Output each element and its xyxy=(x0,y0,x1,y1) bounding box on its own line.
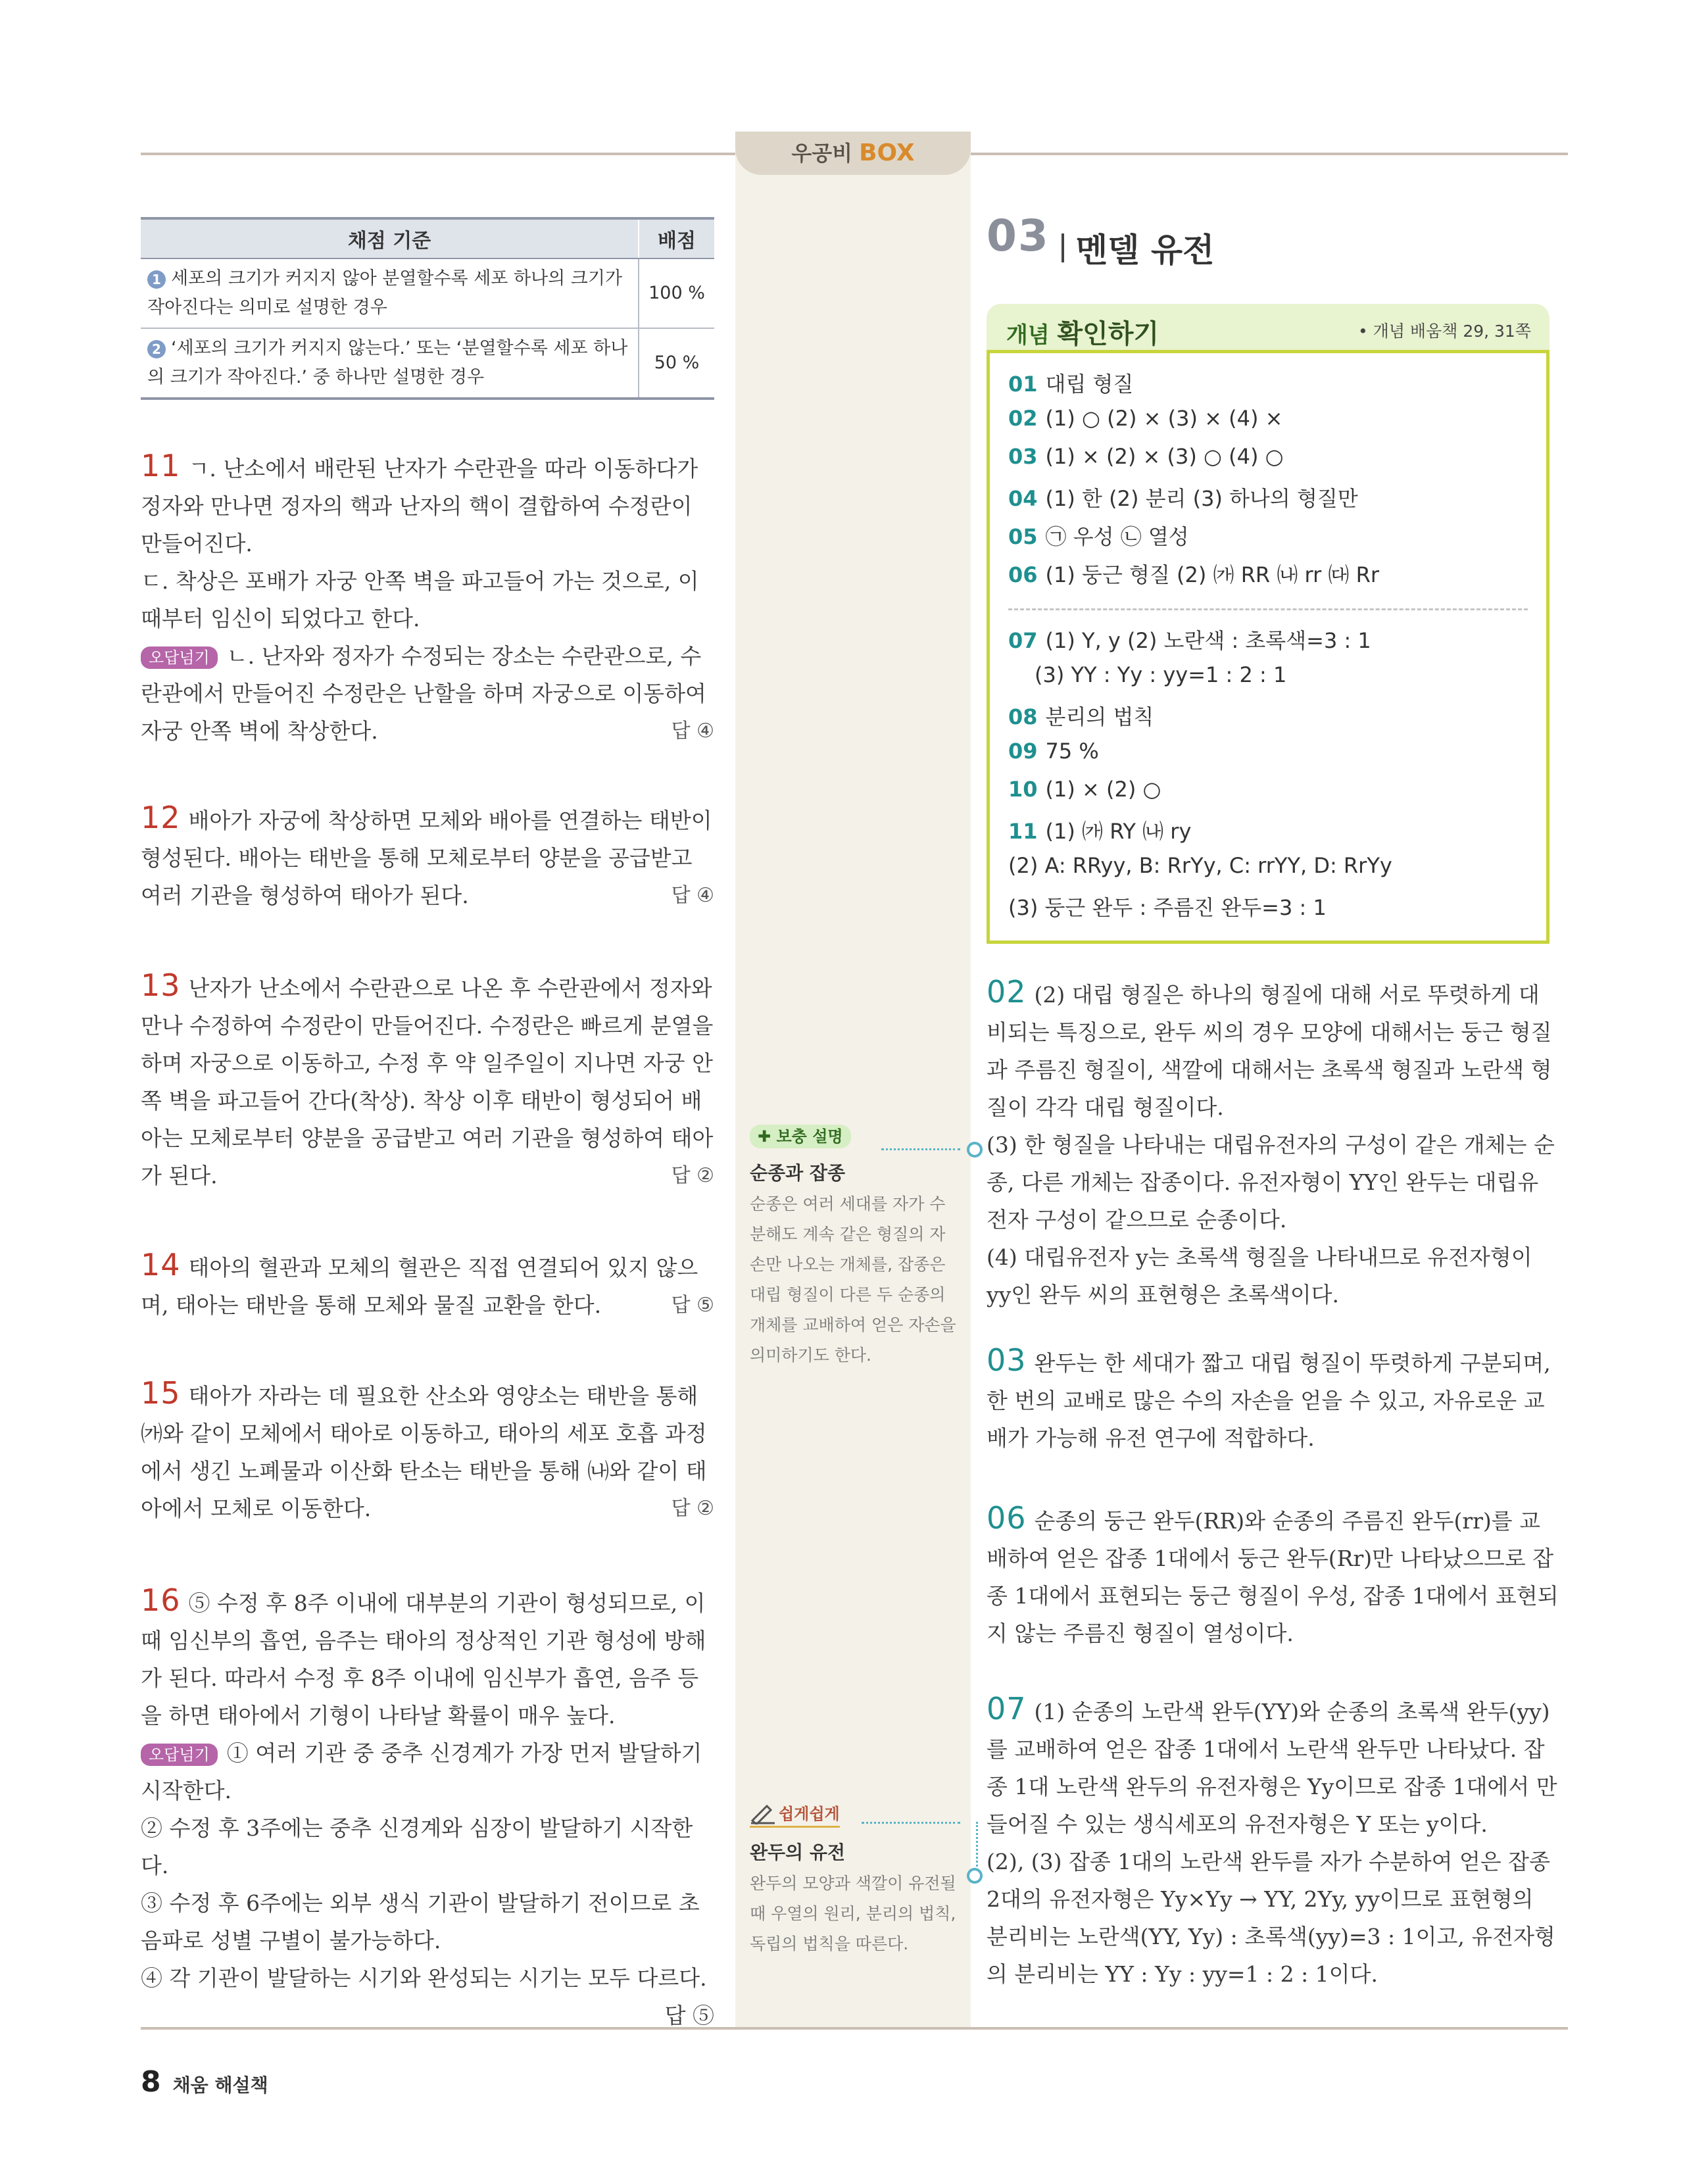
check-text: (1) 둥근 형질 (2) ㈎ RR ㈏ rr ㈐ Rr xyxy=(1045,562,1379,587)
answer-mark: 답 ② xyxy=(671,1164,714,1187)
answer-text: 순종의 둥근 완두(RR)와 순종의 주름진 완두(rr)를 교배하여 얻은 잡종 1대에서 둥근 완두(Rr)만 나타났으므로 잡종 1대에서 표현되는 둥근 형질이 우성, 잡종 1대에서 표현되지 않는 주름진 형질이 열성이다. xyxy=(987,1508,1559,1646)
check-answer-line xyxy=(1008,739,1099,764)
criterion-text: ‘세포의 크기가 커지지 않는다.’ 또는 ‘분열할수록 세포 하나의 크기가 작아진다.’ 중 하나만 설명한 경우 xyxy=(147,338,628,387)
check-answer-line xyxy=(1008,853,1392,878)
answer-mark: 답 ④ xyxy=(671,884,714,907)
answer-text: 난자가 난소에서 수란관으로 나온 후 수란관에서 정자와 만나 수정하여 수정란이 만들어진다. 수정란은 빠르게 분열을 하며 자궁으로 이동하고, 수정 후 약 일주일이 지나면 자궁 안쪽 벽을 파고들어 간다(착상). 착상 이후 태반이 형성되어 배아는 모체로부터 양분을 공급받고 여러 기관을 형성하여 태아가 된다. xyxy=(141,975,714,1188)
check-number: 09 xyxy=(1008,739,1038,764)
question-number: 02 xyxy=(987,974,1027,1010)
concept-check-reference: • 개념 배움책 29, 31쪽 xyxy=(1357,322,1531,341)
answer-mark: 답 ② xyxy=(671,1497,714,1520)
section-header xyxy=(987,210,1214,272)
check-text: (1) × (2) × (3) ○ (4) ○ xyxy=(1045,444,1284,469)
check-text: (1) × (2) ○ xyxy=(1045,777,1161,802)
answer-text: 태아의 혈관과 모체의 혈관은 직접 연결되어 있지 않으며, 태아는 태반을 통해 모체와 물질 교환을 한다. xyxy=(141,1255,698,1318)
check-answer-line xyxy=(1008,624,1371,654)
answer-16 xyxy=(141,1582,714,2034)
supplement-note xyxy=(750,1125,960,1371)
question-number: 12 xyxy=(141,800,181,835)
pencil-icon xyxy=(750,1802,776,1824)
table-cell-points: 100 % xyxy=(639,258,714,328)
question-number: 13 xyxy=(141,967,181,1003)
page-number: 8 xyxy=(141,2065,161,2099)
note-title: 완두의 유전 xyxy=(750,1842,845,1863)
answer-text: ② 수정 후 3주에는 중추 신경계와 심장이 발달하기 시작한다. xyxy=(141,1815,693,1878)
table-cell-criterion xyxy=(141,328,639,399)
box-tab-label: 우공비 xyxy=(791,141,853,166)
answer-text: ④ 각 기관이 발달하는 시기와 완성되는 시기는 모두 다르다. xyxy=(141,1965,707,1991)
check-number: 06 xyxy=(1008,562,1038,587)
wrong-answer-tag: 오답넘기 xyxy=(141,1744,218,1766)
check-number: 07 xyxy=(1008,628,1038,653)
answer-mark: 답 ⑤ xyxy=(671,1294,714,1317)
question-number: 14 xyxy=(141,1247,181,1283)
check-answer-line xyxy=(1008,558,1379,589)
check-text: (1) ㈎ RY ㈏ ry xyxy=(1045,819,1192,844)
wrong-answer-tag: 오답넘기 xyxy=(141,647,218,669)
check-text: 75 % xyxy=(1045,739,1099,764)
answer-text: (3) 한 형질을 나타내는 대립유전자의 구성이 같은 개체는 순종, 다른 개체는 잡종이다. 유전자형이 YY인 완두는 대립유전자 구성이 같으므로 순종이다. xyxy=(987,1132,1555,1233)
answer-06 xyxy=(987,1500,1559,1652)
box-tab xyxy=(735,132,971,175)
page-footer xyxy=(141,2065,268,2099)
answer-text: (2) 대립 형질은 하나의 형질에 대해 서로 뚜렷하게 대비되는 특징으로, 완두 씨의 경우 모양에 대해서는 둥근 형질과 주름진 형질이, 색깔에 대해서는 초록색 형질과 노란색 형질이 각각 대립 형질이다. xyxy=(987,982,1552,1120)
check-answer-line xyxy=(1008,891,1327,921)
check-text: ㉠ 우성 ㉡ 열성 xyxy=(1045,524,1189,549)
question-number: 16 xyxy=(141,1582,181,1618)
answer-text: ① 여러 기관 중 중추 신경계가 가장 먼저 발달하기 시작한다. xyxy=(141,1740,702,1803)
box-tab-box: BOX xyxy=(859,139,915,166)
table-cell-criterion xyxy=(141,258,639,328)
note-title: 순종과 잡종 xyxy=(750,1162,845,1184)
answer-text: ㄷ. 착상은 포배가 자궁 안쪽 벽을 파고들어 가는 것으로, 이때부터 임신이 되었다고 한다. xyxy=(141,568,699,631)
concept-check-title xyxy=(1006,313,1159,351)
check-number: 02 xyxy=(1008,406,1038,431)
check-text: (3) YY : Yy : yy=1 : 2 : 1 xyxy=(1035,662,1287,687)
check-answer-line xyxy=(1008,700,1154,731)
criterion-text: 세포의 크기가 커지지 않아 분열할수록 세포 하나의 크기가 작아진다는 의미로 설명한 경우 xyxy=(147,268,623,318)
check-number: 08 xyxy=(1008,704,1038,729)
connector-line xyxy=(862,1822,960,1824)
table-row xyxy=(141,258,714,328)
concept-check-header xyxy=(987,304,1549,350)
answer-13 xyxy=(141,967,714,1194)
scoring-table xyxy=(141,217,714,400)
check-number: 01 xyxy=(1008,372,1038,397)
answer-03 xyxy=(987,1342,1559,1457)
answer-mark: 답 ⑤ xyxy=(664,2003,714,2028)
check-text: (1) ○ (2) × (3) × (4) × xyxy=(1045,406,1283,431)
check-number: 04 xyxy=(1008,486,1038,511)
check-answer-line xyxy=(1008,815,1191,845)
connector-line xyxy=(976,1822,978,1874)
table-cell-points: 50 % xyxy=(639,328,714,399)
answer-text: (2), (3) 잡종 1대의 노란색 완두를 자가 수분하여 얻은 잡종 2대의 유전자형은 Yy×Yy → YY, 2Yy, yy이므로 표현형의 분리비는 노란색(YY, Yy) : 초록색(yy)=3 : 1이고, 유전자형의 분리비는 YY : Yy : yy=1 : 2 : 1이다. xyxy=(987,1849,1555,1987)
section-title: 멘델 유전 xyxy=(1075,231,1215,270)
check-answer-line xyxy=(1008,482,1358,512)
check-answer-line xyxy=(1035,662,1286,687)
answer-02 xyxy=(987,973,1559,1313)
answer-text: ③ 수정 후 6주에는 외부 생식 기관이 발달하기 전이므로 초음파로 성별 구별이 불가능하다. xyxy=(141,1890,700,1953)
table-header-row xyxy=(141,218,714,258)
question-number: 07 xyxy=(987,1691,1027,1726)
answer-text: ㄴ. 난자와 정자가 수정되는 장소는 수란관으로, 수란관에서 만들어진 수정란은 난할을 하며 자궁으로 이동하여 자궁 안쪽 벽에 착상한다. xyxy=(141,643,706,744)
row-number-badge: 1 xyxy=(147,270,166,289)
table-header-points: 배점 xyxy=(639,218,714,258)
answer-text: (1) 순종의 노란색 완두(YY)와 순종의 초록색 완두(yy)를 교배하여 얻은 잡종 1대에서 노란색 완두만 나타났다. 잡종 1대 노란색 완두의 유전자형은 Yy이므로 잡종 1대에서 만들어질 수 있는 생식세포의 유전자형은 Y 또는 y이다. xyxy=(987,1699,1557,1837)
concept-check-title-small: 개념 xyxy=(1006,322,1050,349)
box-sidebar-column xyxy=(735,153,971,2027)
check-answer-line xyxy=(1008,368,1133,398)
concept-check-box xyxy=(987,350,1549,944)
check-text: 분리의 법칙 xyxy=(1045,704,1154,729)
easy-note xyxy=(750,1802,960,1959)
supplement-tag: ✚ 보충 설명 xyxy=(750,1125,851,1148)
answer-text: (4) 대립유전자 y는 초록색 형질을 나타내므로 유전자형이 yy인 완두 씨의 표현형은 초록색이다. xyxy=(987,1244,1532,1307)
easy-tag-label: 쉽게쉽게 xyxy=(779,1805,840,1823)
question-number: 06 xyxy=(987,1500,1027,1536)
connector-dot xyxy=(967,1142,983,1158)
connector-line xyxy=(881,1148,960,1150)
question-number: 11 xyxy=(141,448,181,483)
table-row xyxy=(141,328,714,399)
answer-text: 완두는 한 세대가 짧고 대립 형질이 뚜렷하게 구분되며, 한 번의 교배로 많은 수의 자손을 얻을 수 있고, 자유로운 교배가 가능해 유전 연구에 적합하다. xyxy=(987,1350,1551,1451)
check-number: 03 xyxy=(1008,444,1038,469)
note-body: 순종은 여러 세대를 자가 수분해도 계속 같은 형질의 자손만 나오는 개체를, 잡종은 대립 형질이 다른 두 순종의 개체를 교배하여 얻은 자손을 의미하기도 한다. xyxy=(750,1194,956,1365)
answer-14 xyxy=(141,1246,714,1324)
easy-tag xyxy=(750,1802,840,1828)
check-divider xyxy=(1008,608,1528,610)
table-header-criterion: 채점 기준 xyxy=(141,218,639,258)
check-number: 11 xyxy=(1008,819,1038,844)
note-body: 완두의 모양과 색깔이 유전될 때 우열의 원리, 분리의 법칙, 독립의 법칙을 따른다. xyxy=(750,1874,956,1953)
check-text: (1) Y, y (2) 노란색 : 초록색=3 : 1 xyxy=(1045,628,1371,653)
answer-text: ⑤ 수정 후 8주 이내에 대부분의 기관이 형성되므로, 이때 임신부의 흡연, 음주는 태아의 정상적인 기관 형성에 방해가 된다. 따라서 수정 후 8주 이내에 임신부가 흡연, 음주 등을 하면 태아에서 기형이 나타날 확률이 매우 높다. xyxy=(141,1590,706,1728)
section-number: 03 xyxy=(987,210,1050,261)
row-number-badge: 2 xyxy=(147,340,166,358)
book-title: 채움 해설책 xyxy=(172,2074,268,2096)
answer-text: ㄱ. 난소에서 배란된 난자가 수란관을 따라 이동하다가 정자와 만나면 정자의 핵과 난자의 핵이 결합하여 수정란이 만들어진다. xyxy=(141,456,698,556)
answer-11 xyxy=(141,447,714,750)
connector-dot xyxy=(967,1868,983,1884)
question-number: 03 xyxy=(987,1342,1027,1378)
answer-15 xyxy=(141,1375,714,1527)
answer-07 xyxy=(987,1690,1559,1993)
question-number: 15 xyxy=(141,1375,181,1411)
check-text: (1) 한 (2) 분리 (3) 하나의 형질만 xyxy=(1045,486,1358,511)
check-answer-line xyxy=(1008,777,1161,802)
check-text: 대립 형질 xyxy=(1045,372,1134,397)
answer-text: 배아가 자궁에 착상하면 모체와 배아를 연결하는 태반이 형성된다. 배아는 태반을 통해 모체로부터 양분을 공급받고 여러 기관을 형성하여 태아가 된다. xyxy=(141,808,712,908)
check-text: (3) 둥근 완두 : 주름진 완두=3 : 1 xyxy=(1008,895,1327,920)
concept-check-title-big: 확인하기 xyxy=(1057,319,1159,349)
section-divider xyxy=(1061,233,1064,262)
check-text: (2) A: RRyy, B: RrYy, C: rrYY, D: RrYy xyxy=(1008,853,1392,878)
check-answer-line xyxy=(1008,444,1284,469)
check-answer-line xyxy=(1008,520,1189,550)
check-answer-line xyxy=(1008,406,1282,431)
answer-text: 태아가 자라는 데 필요한 산소와 영양소는 태반을 통해 ㈎와 같이 모체에서 태아로 이동하고, 태아의 세포 호흡 과정에서 생긴 노폐물과 이산화 탄소는 태반을 통해 ㈏와 같이 태아에서 모체로 이동한다. xyxy=(141,1383,707,1521)
check-number: 10 xyxy=(1008,777,1038,802)
answer-mark: 답 ④ xyxy=(671,720,714,743)
supplement-tag-label: 보충 설명 xyxy=(776,1127,843,1146)
answer-12 xyxy=(141,799,714,914)
check-number: 05 xyxy=(1008,524,1038,549)
